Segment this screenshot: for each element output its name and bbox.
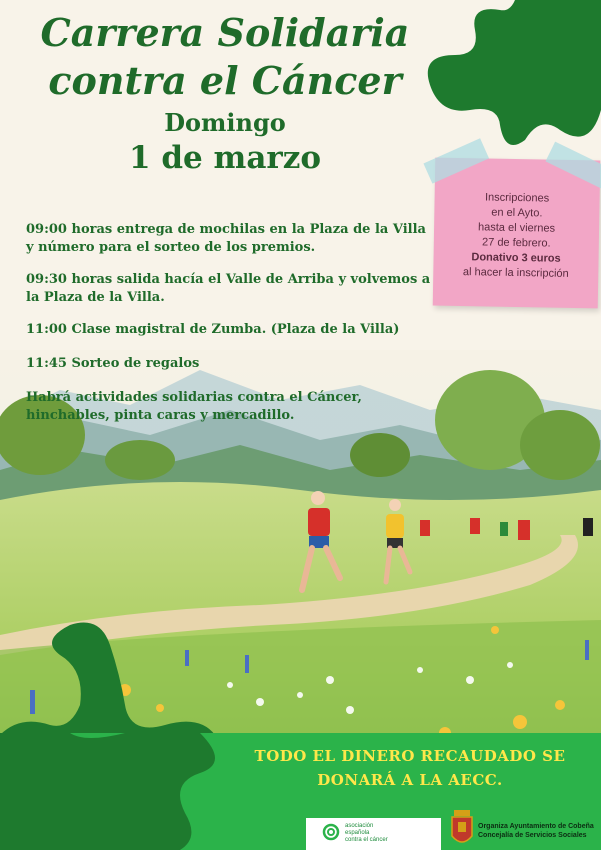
organizer-line-2: Concejalía de Servicios Sociales: [478, 832, 587, 839]
aecc-line-3: contra el cáncer: [345, 837, 388, 843]
note-line-3: hasta el viernes: [477, 221, 556, 235]
donation-line-2: DONARÁ A LA AECC.: [317, 771, 503, 789]
program-item-2: 09:30 horas salida hacía el Valle de Arriba y volvemos a la Plaza de la Villa.: [26, 272, 431, 305]
organizer-line-1: Organiza Ayuntamiento de Cobeña: [478, 823, 594, 830]
donation-line-1: TODO EL DINERO RECAUDADO SE: [254, 747, 566, 765]
title-line-2: contra el Cáncer: [48, 58, 402, 103]
note-line-2: en el Ayto.: [491, 206, 543, 220]
note-line-6: al hacer la inscripción: [462, 266, 569, 280]
donation-amount: Donativo 3 euros: [471, 251, 561, 265]
note-line-4: 27 de febrero.: [481, 236, 551, 250]
aecc-logo-icon: [322, 823, 340, 841]
green-splash-top-right: [420, 0, 601, 150]
donation-message: [220, 744, 600, 792]
program-item-4: 11:45 Sorteo de regalos: [26, 356, 200, 371]
organizer-text: [478, 822, 598, 840]
registration-note: [433, 158, 601, 309]
aecc-line-2: española: [345, 830, 370, 836]
coat-of-arms-icon: [450, 810, 474, 848]
program-item-5: Habrá actividades solidarias contra el Cáncer, hinchables, pinta caras y mercadillo.: [26, 390, 362, 423]
registration-text: [433, 190, 600, 283]
note-line-1: Inscripciones: [484, 191, 550, 205]
event-day: Domingo: [164, 108, 286, 137]
aecc-name: [345, 823, 388, 844]
event-date: 1 de marzo: [128, 140, 322, 176]
program-item-3: 11:00 Clase magistral de Zumba. (Plaza de la Villa): [26, 322, 400, 337]
aecc-line-1: asociación: [345, 823, 374, 829]
program-item-1: 09:00 horas entrega de mochilas en la Plaza de la Villa y número para el sorteo de los premios.: [26, 222, 426, 255]
title-line-1: Carrera Solidaria: [40, 10, 410, 55]
green-splash-banner-overlap: [0, 733, 230, 850]
